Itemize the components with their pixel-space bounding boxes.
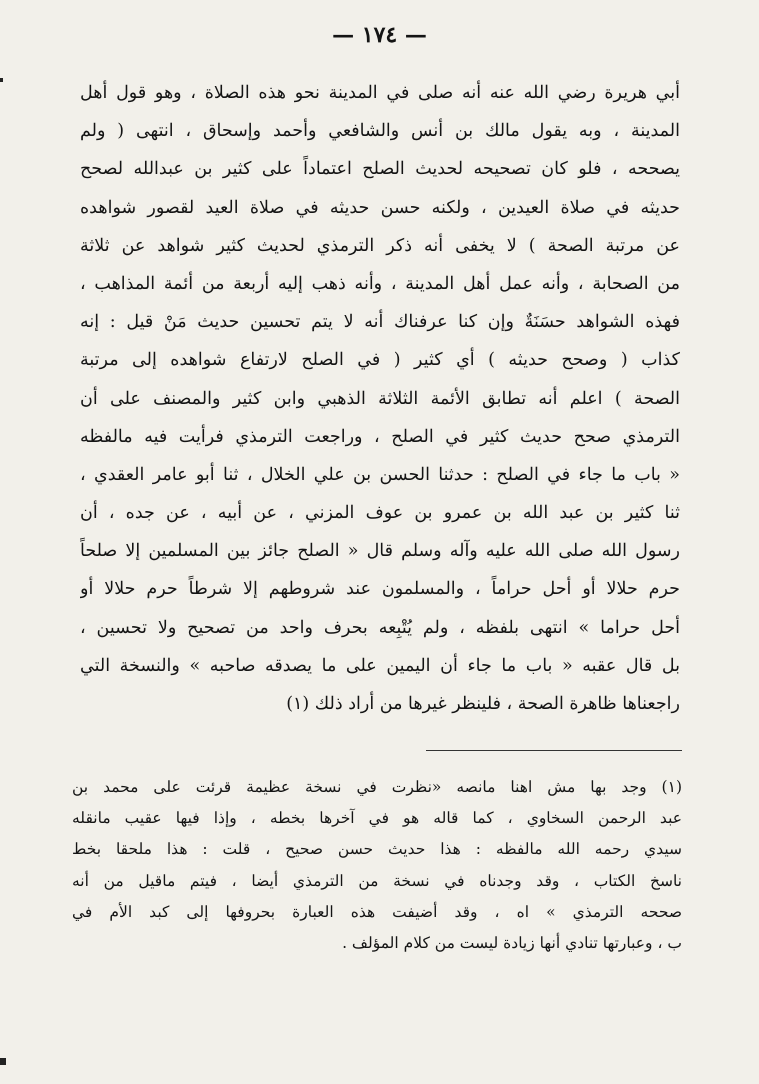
text-line: من الصحابة ، وأنه عمل أهل المدينة ، وأنه ذهب إليه أربعة من أئمة المذاهب ، (80, 273, 680, 294)
text-line: عن مرتبة الصحة ) لا يخفى أنه ذكر الترمذي لحديث كثير شواهد عن ثلاثة (80, 235, 680, 256)
footnote-line: صححه الترمذي » اه ، وقد أضيفت هذه العبارة بحروفها إلى كبد الأم في (72, 902, 682, 921)
text-line: راجعناها ظاهرة الصحة ، فلينظر غيرها من أراد ذلك (١) (286, 694, 680, 714)
text-line: بل قال عقبه « باب ما جاء أن اليمين على ما يصدقه صاحبه » والنسخة التي (80, 655, 680, 676)
footnote-line: ب ، وعبارتها تنادي أنها زيادة ليست من كلام المؤلف . (342, 933, 682, 952)
footnote-line: سيدي رحمه الله مالفظه : هذا حديث حسن صحيح ، قلت : هذا ملحقا بخط (72, 840, 682, 859)
text-line: رسول الله صلى الله عليه وآله وسلم قال « الصلح جائز بين المسلمين إلا صلحاً (80, 541, 680, 562)
footnote-line: ناسخ الكتاب ، وقد وجدناه في نسخة من الترمذي أيضا ، فيتم ماقيل من أنه (72, 871, 682, 890)
text-line: « باب ما جاء في الصلح : حدثنا الحسن بن علي الخلال ، ثنا أبو عامر العقدي ، (80, 464, 680, 485)
scan-edge-mark (0, 78, 3, 82)
main-text (80, 74, 680, 723)
text-line: كذاب ( وصحح حديثه ) أي كثير ( في الصلح لارتفاع شواهده إلى مرتبة (80, 350, 680, 371)
text-line: يصححه ، فلو كان تصحيحه لحديث الصلح اعتماداً على كثير بن عبدالله لصحح (80, 159, 680, 180)
page-number: — ١٧٤ — (332, 22, 427, 48)
scan-edge-mark (0, 1058, 6, 1065)
text-line: أحل حراما » انتهى بلفظه ، ولم يُتْبِعه بحرف واحد من تصحيح ولا تحسين ، (80, 617, 680, 638)
text-line: فهذه الشواهد حسَنَةٌ وإن كنا عرفناك أنه لا يتم تحسين حديث مَنْ قيل : إنه (80, 312, 680, 333)
text-line: حرم حلالا أو أحل حراماً ، والمسلمون عند شروطهم إلا شرطاً حرم حلالا أو (80, 579, 680, 600)
text-line: حديثه في صلاة العيدين ، ولكنه حسن حديثه في صلاة العيد لقصور شواهده (80, 197, 680, 218)
footnote-line: (١) وجد بها مش اهنا مانصه «نظرت في نسخة عظيمة قرئت على محمد بن (72, 778, 682, 796)
footnote-divider (426, 750, 682, 751)
text-line: ثنا كثير بن عبد الله بن عمرو بن عوف المزني ، عن أبيه ، عن جده ، أن (80, 503, 680, 524)
text-line: أبي هريرة رضي الله عنه أنه صلى في المدينة نحو هذه الصلاة ، وهو قول أهل (80, 83, 680, 103)
footnote (72, 772, 682, 959)
text-line: الصحة ) اعلم أنه تطابق الأئمة الثلاثة الذهبي وابن كثير والمصنف على أن (80, 388, 680, 409)
footnote-line: عبد الرحمن السخاوي ، كما قاله هو في آخرها بخطه ، وإذا فيها عقيب مانقله (72, 809, 682, 828)
text-line: المدينة ، وبه يقول مالك بن أنس والشافعي وأحمد وإسحاق ، انتهى ( ولم (80, 121, 680, 142)
text-line: الترمذي صحح حديث كثير في الصلح ، وراجعت الترمذي فرأيت فيه مالفظه (80, 426, 680, 447)
